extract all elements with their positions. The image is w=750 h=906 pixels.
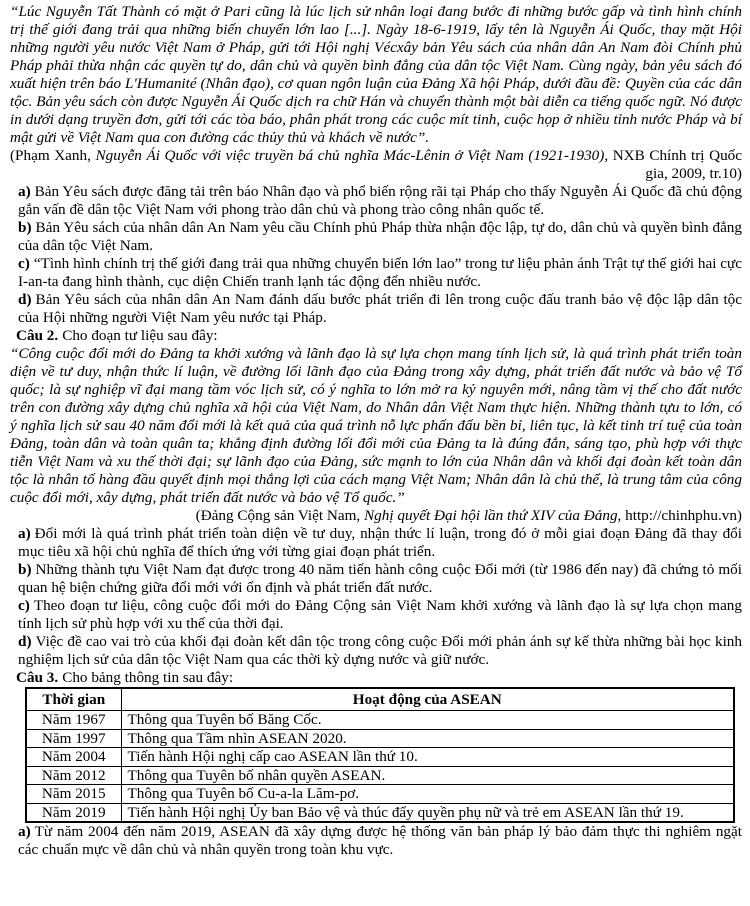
cau2-statement-a-text: Đổi mới là quá trình phát triển toàn diện về tư duy, nhận thức lí luận, trong đó ở mỗi giai đoạn Đảng đã thay đổi mục tiêu xã hội chủ nghĩa để thích ứng với từng giai đoạn phát triển.	[18, 525, 742, 560]
cau2-statement-b	[18, 561, 742, 597]
cau2-passage-quote: “Công cuộc đổi mới do Đảng ta khởi xướng và lãnh đạo là sự lựa chọn mang tính lịch sử, là quá trình phát triển toàn diện về tư duy, nhận thức lí luận, về đường lối lãnh đạo của Đảng trong xây dựng, phát triển đất nước và bảo vệ Tổ quốc; là sự nghiệp vĩ đại mang tầm vóc lịch sử, có ý nghĩa to lớn mở ra kỷ nguyên mới, nâng tầm vị thế cho đất nước trên con đường xây dựng chủ nghĩa xã hội của Việt Nam, do Nhân dân Việt Nam thực hiện. Những thành tựu to lớn, có ý nghĩa lịch sử sau 40 năm đổi mới là kết quả của quá trình nỗ lực phấn đấu bền bỉ, liên tục, là kết tinh trí tuệ của toàn Đảng, toàn dân và toàn quân ta; khẳng định đường lối đổi mới của Đảng ta là đúng đắn, sáng tạo, phù hợp với thực tiễn Việt Nam và xu thế thời đại; sự lãnh đạo của Đảng, sức mạnh to lớn của Nhân dân và khối đại đoàn kết toàn dân tộc là nhân tố hàng đầu quyết định mọi thắng lợi của cách mạng Việt Nam; Nhân dân là chủ thể, là trung tâm của công cuộc đổi mới, xây dựng, phát triển đất nước và bảo vệ Tổ quốc.”	[10, 345, 742, 506]
cau1-citation-pre: (Phạm Xanh,	[10, 147, 96, 164]
cau1-statement-a-text: Bản Yêu sách được đăng tải trên báo Nhân đạo và phổ biến rộng rãi tại Pháp cho thấy Nguyễn Ái Quốc đã chủ động gắn vấn đề dân tộc Việt Nam với phong trào dân chủ và phong trào công nhân quốc tế.	[18, 183, 742, 218]
cau1-citation-post: , NXB Chính trị Quốc gia, 2009, tr.10)	[604, 147, 742, 182]
cau2-statement-c-label: c)	[18, 597, 30, 614]
table-row	[26, 766, 734, 785]
table-row	[26, 711, 734, 730]
cau2-heading-label: Câu 2.	[16, 327, 59, 344]
cau2-statement-d-label: d)	[18, 633, 32, 650]
asean-activity-table	[25, 687, 735, 823]
table-header-activity: Hoạt động của ASEAN	[121, 688, 734, 711]
cau2-statement-d-text: Việc đề cao vai trò của khối đại đoàn kết dân tộc trong công cuộc Đổi mới phản ánh sự kế thừa những bài học kinh nghiệm lịch sử của dân tộc Việt Nam qua các thời kỳ dựng nước và giữ nước.	[18, 633, 742, 668]
table-cell-activity: Thông qua Tuyên bố nhân quyền ASEAN.	[121, 766, 734, 785]
cau3-statement-a	[18, 823, 742, 859]
cau3-statement-a-label: a)	[18, 823, 31, 840]
table-cell-activity: Thông qua Tầm nhìn ASEAN 2020.	[121, 729, 734, 748]
cau3-statement-a-text: Từ năm 2004 đến năm 2019, ASEAN đã xây dựng được hệ thống văn bản pháp lý bảo đảm thực thi nghiêm ngặt các chuẩn mực về dân chủ và nhân quyền trong toàn khu vực.	[18, 823, 742, 858]
cau2-statement-a-label: a)	[18, 525, 31, 542]
cau2-heading	[16, 327, 742, 345]
cau3-heading	[16, 669, 742, 687]
table-cell-year: Năm 2015	[26, 785, 121, 804]
cau1-citation	[10, 147, 742, 183]
cau1-passage-quote: “Lúc Nguyễn Tất Thành có mặt ở Pari cũng là lúc lịch sử nhân loại đang bước đi những bước gấp và tình hình chính trị thế giới đang trải qua những biến chuyển lớn lao [...]. Ngày 18-6-1919, lấy tên là Nguyễn Ái Quốc, thay mặt Hội những người yêu nước Việt Nam ở Pháp, gửi tới Hội nghị Vécxây bản Yêu sách của nhân dân An Nam đòi Chính phủ Pháp phải thừa nhận các quyền tự do, dân chủ và quyền bình đẳng của dân tộc Việt Nam. Cùng ngày, bản yêu sách đó xuất hiện trên báo L'Humanité (Nhân đạo), cơ quan ngôn luận của Đảng Xã hội Pháp, dưới đầu đề: Quyền của các dân tộc. Bản yêu sách còn được Nguyễn Ái Quốc dịch ra chữ Hán và chuyển thành một bài diễn ca tiếng quốc ngữ. Nó được in dưới dạng truyền đơn, gửi tới các tòa báo, phân phát trong các cuộc mít tinh, cuộc họp ở nhiều tỉnh nước Pháp và bí mật gửi về Việt Nam qua con đường các thủy thủ và khách về nước”.	[10, 3, 742, 146]
table-row	[26, 803, 734, 822]
table-row	[26, 748, 734, 767]
table-cell-year: Năm 1967	[26, 711, 121, 730]
cau1-statement-a-label: a)	[18, 183, 31, 200]
cau2-citation-post: , http://chinhphu.vn)	[617, 507, 742, 524]
cau2-statement-c	[18, 597, 742, 633]
cau3-heading-label: Câu 3.	[16, 669, 59, 686]
table-row	[26, 729, 734, 748]
table-cell-year: Năm 2019	[26, 803, 121, 822]
cau1-statement-d-text: Bản Yêu sách của nhân dân An Nam đánh dấu bước phát triển đi lên trong cuộc đấu tranh bảo vệ độc lập dân tộc của Hội những người Việt Nam yêu nước tại Pháp.	[18, 291, 742, 326]
cau2-citation-doc-title: Nghị quyết Đại hội lần thứ XIV của Đảng	[364, 507, 618, 524]
cau2-statement-b-text: Những thành tựu Việt Nam đạt được trong 40 năm tiến hành công cuộc Đổi mới (từ 1986 đến nay) đã chứng tỏ mối quan hệ biện chứng giữa đổi mới với ổn định và phát triển đất nước.	[18, 561, 742, 596]
table-cell-year: Năm 2004	[26, 748, 121, 767]
table-cell-year: Năm 1997	[26, 729, 121, 748]
cau1-statement-d	[18, 291, 742, 327]
cau3-heading-text: Cho bảng thông tin sau đây:	[62, 669, 234, 686]
cau1-statement-d-label: d)	[18, 291, 32, 308]
cau2-statement-d	[18, 633, 742, 669]
cau2-heading-text: Cho đoạn tư liệu sau đây:	[62, 327, 218, 344]
cau2-statement-b-label: b)	[18, 561, 32, 578]
cau2-citation-pre: (Đảng Cộng sản Việt Nam,	[195, 507, 365, 524]
table-cell-year: Năm 2012	[26, 766, 121, 785]
cau1-statement-a	[18, 183, 742, 219]
cau1-statement-c-text: “Tình hình chính trị thế giới đang trải qua những chuyển biến lớn lao” trong tư liệu phản ánh Trật tự thế giới hai cực I-an-ta đang hình thành, cục diện Chiến tranh lạnh tác động đến nhiều nước.	[18, 255, 742, 290]
table-cell-activity: Tiến hành Hội nghị cấp cao ASEAN lần thứ 10.	[121, 748, 734, 767]
cau1-statement-b	[18, 219, 742, 255]
table-cell-activity: Tiến hành Hội nghị Ủy ban Bảo vệ và thúc đẩy quyền phụ nữ và trẻ em ASEAN lần thứ 19.	[121, 803, 734, 822]
cau1-citation-book-title: Nguyễn Ái Quốc với việc truyền bá chủ nghĩa Mác-Lênin ở Việt Nam (1921-1930)	[95, 147, 605, 164]
cau2-statement-c-text: Theo đoạn tư liệu, công cuộc đổi mới do Đảng Cộng sản Việt Nam khởi xướng và lãnh đạo là sự lựa chọn mang tính lịch sử phù hợp với xu thế của thời đại.	[18, 597, 742, 632]
cau1-statement-b-text: Bản Yêu sách của nhân dân An Nam yêu cầu Chính phủ Pháp thừa nhận độc lập, tự do, dân chủ và quyền bình đẳng của dân tộc Việt Nam.	[18, 219, 742, 254]
cau1-statement-b-label: b)	[18, 219, 32, 236]
table-cell-activity: Thông qua Tuyên bố Cu-a-la Lăm-pơ.	[121, 785, 734, 804]
table-cell-activity: Thông qua Tuyên bố Băng Cốc.	[121, 711, 734, 730]
table-row	[26, 785, 734, 804]
cau1-statement-c	[18, 255, 742, 291]
cau1-statement-c-label: c)	[18, 255, 30, 272]
table-header-row	[26, 688, 734, 711]
table-header-time: Thời gian	[26, 688, 121, 711]
cau2-statement-a	[18, 525, 742, 561]
cau2-citation	[10, 507, 742, 525]
